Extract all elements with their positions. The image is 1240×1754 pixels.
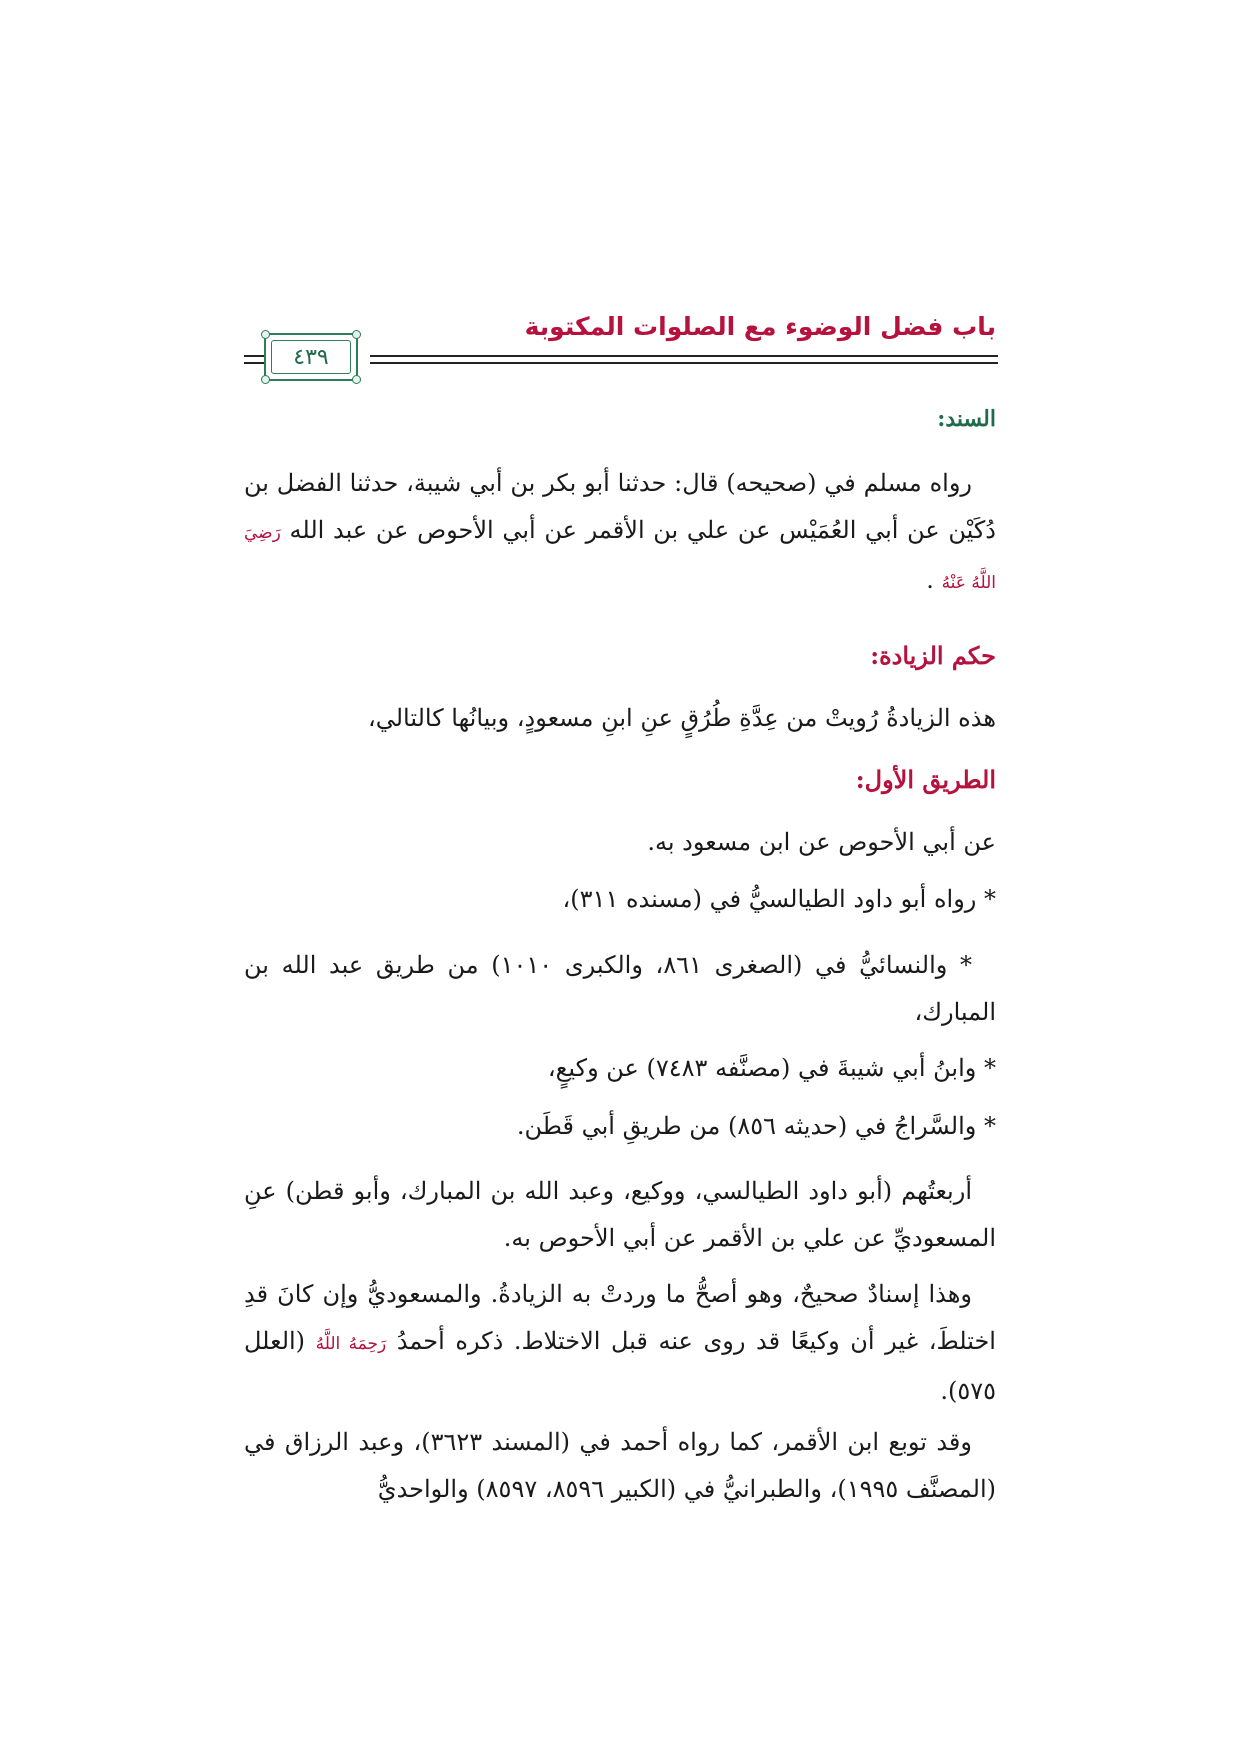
ziyada-text: هذه الزيادةُ رُويتْ من عِدَّةِ طُرُقٍ عنِ ابنِ مسعودٍ، وبيانُها كالتالي، [367,704,996,732]
takhrij-item: * وابنُ أبي شيبةَ في (مصنَّفه ٧٤٨٣) عن وكيعٍ، [547,1054,996,1082]
takhrij-item: * والسَّراجُ في (حديثه ٨٥٦) من طريقِ أبي قَطَن. [516,1112,996,1140]
ornament-icon [261,330,270,339]
honorific-mark: رَحِمَهُ اللَّهُ [315,1334,387,1354]
ornament-icon [261,375,270,384]
paragraph-tubia: وقد توبع ابن الأقمر، كما رواه أحمد في (المسند ٣٦٢٣)، وعبد الرزاق في (المصنَّف ١٩٩٥)، والطبرانيُّ في (الكبير ٨٥٩٦، ٨٥٩٧) والواحديُّ [244,1428,996,1503]
running-head-title: باب فضل الوضوء مع الصلوات المكتوبة [524,312,996,341]
section-heading-tariq-1: الطريق الأول: [855,765,996,794]
takhrij-item: * رواه أبو داود الطيالسيُّ في (مسنده ٣١١)، [562,885,996,913]
ornament-icon [352,375,361,384]
tariq-1-line: عن أبي الأحوص عن ابن مسعود به. [647,828,996,856]
section-heading-ziyada: حكم الزيادة: [870,641,996,670]
sanad-end: . [926,566,934,594]
page-number-badge [264,333,358,381]
sanad-text: رواه مسلم في (صحيحه) قال: حدثنا أبو بكر بن أبي شيبة، حدثنا الفضل بن دُكَيْن عن أبي العُمَيْس عن علي بن الأقمر عن أبي الأحوص عن عبد الله [244,469,996,544]
sanad-paragraph [244,460,996,607]
paragraph-isnad: وهذا إسنادٌ صحيحٌ، وهو أصحُّ ما وردتْ به الزيادةُ. والمسعوديُّ وإن كانَ قدِ اختلطَ، غير أن وكيعًا قد روى عنه قبل الاختلاط. ذكره أحمدُ رَحِمَهُ اللَّهُ (العلل ٥٧٥). [244,1280,996,1405]
paragraph-arbaatuhum: أربعتُهم (أبو داود الطيالسي، ووكيع، وعبد الله بن المبارك، وأبو قطن) عنِ المسعوديِّ عن علي بن الأقمر عن أبي الأحوص به. [244,1177,996,1252]
takhrij-item: * والنسائيُّ في (الصغرى ٨٦١، والكبرى ١٠١٠) من طريق عبد الله بن المبارك، [244,951,996,1026]
honorific-mark: رَضِيَ اللَّهُ عَنْهُ [244,523,996,593]
ornament-icon [352,330,361,339]
header-rule [370,362,998,364]
header-rule [370,355,998,357]
page-number: ٤٣٩ [271,340,351,374]
section-heading-sanad: السند: [937,406,996,432]
